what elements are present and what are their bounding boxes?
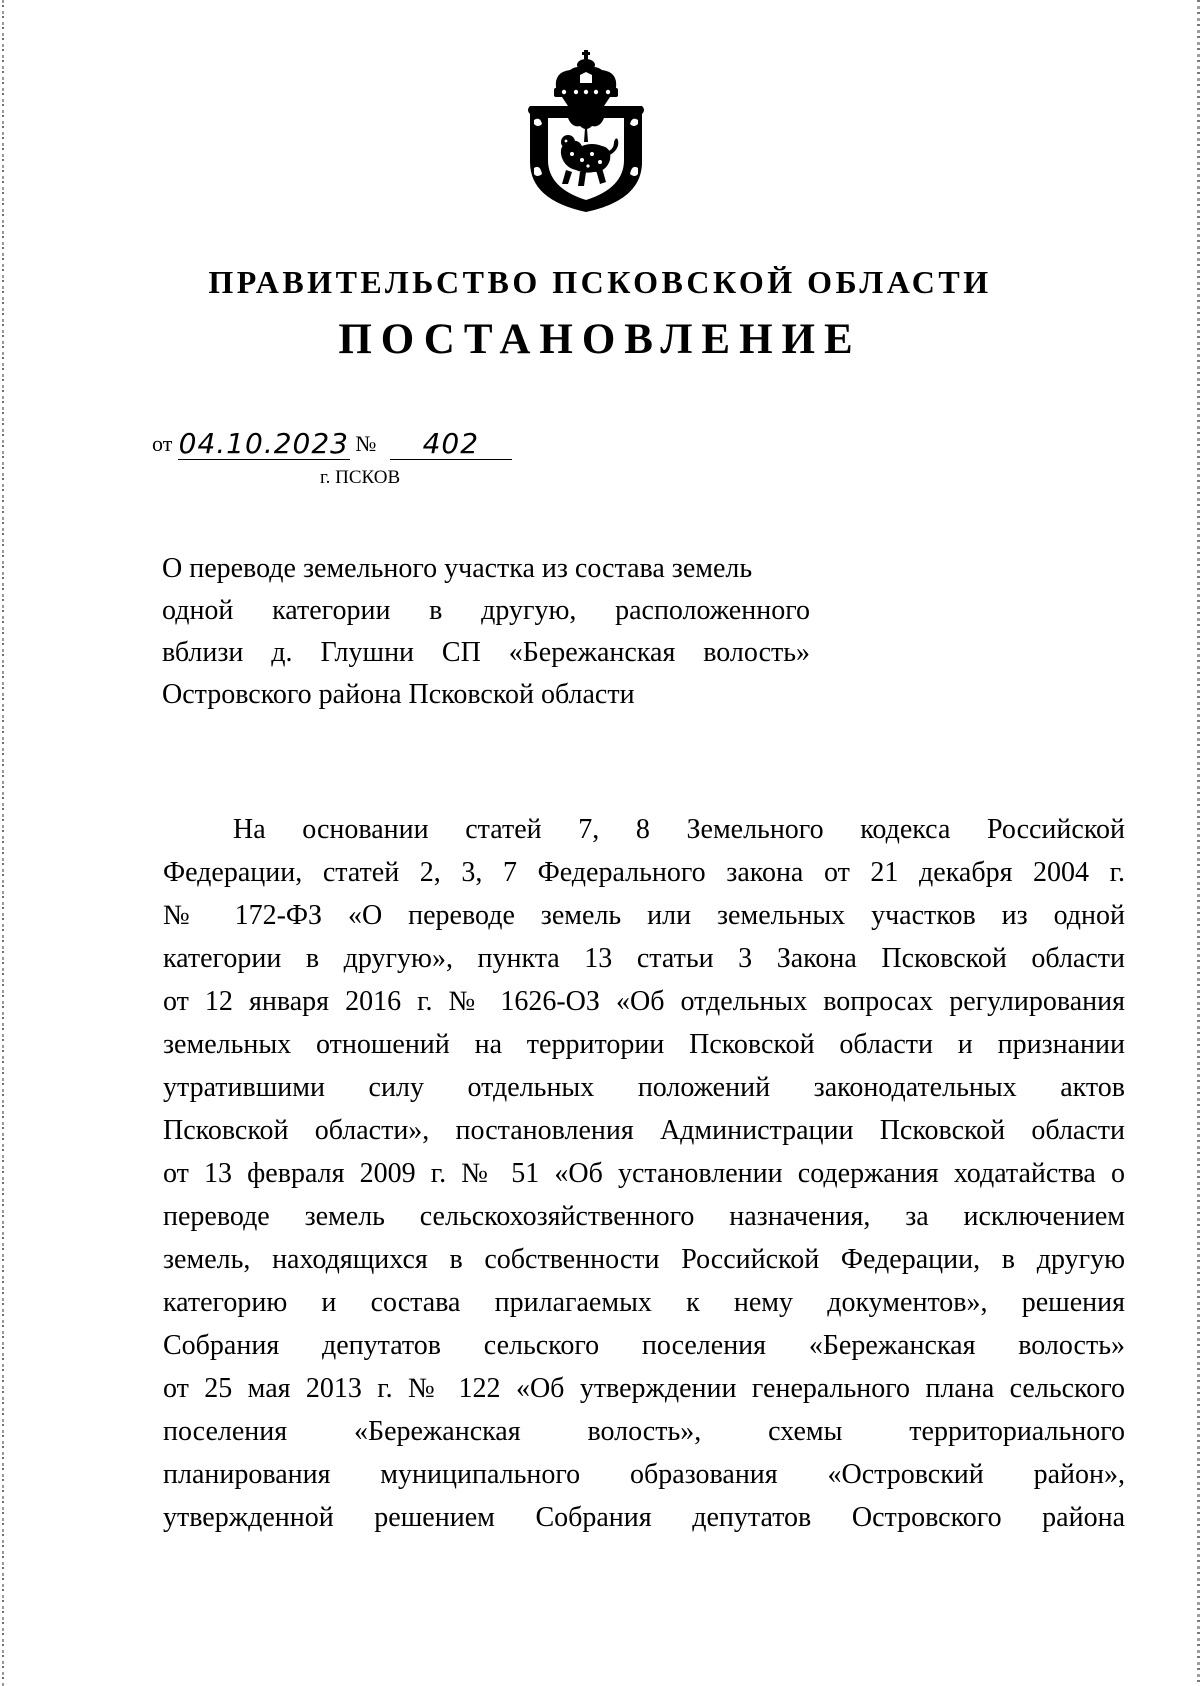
- body-line: земель, находящихся в собственности Российской Федерации, в другую: [163, 1244, 1125, 1275]
- subject-line: одной категории в другую, расположенного: [162, 595, 810, 626]
- body-line: категории в другую», пункта 13 статьи 3 Закона Псковской области: [163, 943, 1125, 974]
- body-line: Собрания депутатов сельского поселения «Бережанская волость»: [163, 1330, 1125, 1361]
- body-line: поселения «Бережанская волость», схемы территориального: [163, 1416, 1125, 1447]
- body-line: от 12 января 2016 г. № 1626-ОЗ «Об отдельных вопросах регулирования: [163, 986, 1125, 1017]
- subject-line: Островского района Псковской области: [162, 679, 635, 710]
- body-line: утвержденной решением Собрания депутатов Островского района: [163, 1502, 1125, 1533]
- body-line: утратившими силу отдельных положений законодательных актов: [163, 1072, 1125, 1103]
- body-line: переводе земель сельскохозяйственного назначения, за исключением: [163, 1201, 1125, 1232]
- body-line: категорию и состава прилагаемых к нему документов», решения: [163, 1287, 1125, 1318]
- body-line: На основании статей 7, 8 Земельного кодекса Российской: [233, 814, 1125, 845]
- body-paragraph: [163, 808, 1125, 1539]
- pskov-coat-of-arms-icon: [522, 50, 650, 214]
- subject-line: О переводе земельного участка из состава земель: [162, 553, 753, 584]
- body-line: земельных отношений на территории Псковской области и признании: [163, 1029, 1125, 1060]
- number-value: 402: [390, 429, 512, 460]
- scan-edge-left: [2, 0, 4, 1686]
- subject-line: вблизи д. Глушни СП «Бережанская волость»: [162, 637, 810, 668]
- body-line: № 172-ФЗ «О переводе земель или земельных участков из одной: [163, 900, 1125, 931]
- city-label: г. ПСКОВ: [320, 467, 401, 488]
- body-line: Псковской области», постановления Администрации Псковской области: [163, 1115, 1125, 1146]
- date-value: 04.10.2023: [178, 427, 349, 460]
- document-type-title: ПОСТАНОВЛЕНИЕ: [338, 316, 862, 363]
- body-line: от 25 мая 2013 г. № 122 «Об утверждении генерального плана сельского: [163, 1373, 1125, 1404]
- government-title: ПРАВИТЕЛЬСТВО ПСКОВСКОЙ ОБЛАСТИ: [208, 264, 992, 300]
- body-line: от 13 февраля 2009 г. № 51 «Об установлении содержания ходатайства о: [163, 1158, 1125, 1189]
- date-label: от: [152, 431, 173, 456]
- body-line: Федерации, статей 2, 3, 7 Федерального закона от 21 декабря 2004 г.: [163, 857, 1125, 888]
- number-label: №: [355, 431, 377, 456]
- body-line: планирования муниципального образования «Островский район»,: [163, 1459, 1125, 1490]
- subject-block: [162, 548, 810, 716]
- document-dateline: [152, 428, 512, 460]
